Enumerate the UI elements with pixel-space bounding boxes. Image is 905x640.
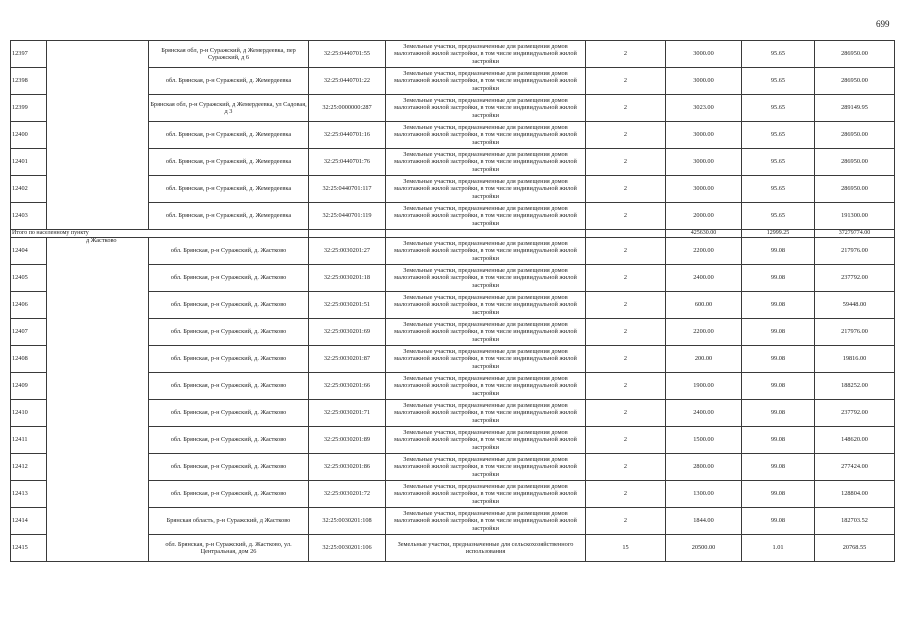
cadastral-number-cell: 32:25:0440701:22 bbox=[309, 68, 386, 95]
category-cell: 2 bbox=[586, 319, 666, 346]
row-number: 12403 bbox=[11, 203, 47, 230]
address-cell: обл. Брянская, р-н Суражский, д. Жемердеевка bbox=[149, 68, 309, 95]
rate-cell: 99.08 bbox=[742, 238, 815, 265]
cadastral-value-cell: 128804.00 bbox=[815, 481, 895, 508]
cadastral-number-cell: 32:25:0030201:89 bbox=[309, 427, 386, 454]
subtotal-empty-cat bbox=[586, 230, 666, 238]
address-cell: обл. Брянская, р-н Суражский, д. Жастково bbox=[149, 481, 309, 508]
cadastral-value-cell: 286950.00 bbox=[815, 122, 895, 149]
row-number: 12397 bbox=[11, 41, 47, 68]
address-cell: обл. Брянская, р-н Суражский, д. Жастково bbox=[149, 238, 309, 265]
rate-cell: 99.08 bbox=[742, 454, 815, 481]
row-number: 12402 bbox=[11, 176, 47, 203]
land-use-cell: Земельные участки, предназначенные для сельскохозяйственного использования bbox=[386, 535, 586, 562]
address-cell: Брянская обл, р-н Суражский, д Жемердеевка, пер Суражский, д 6 bbox=[149, 41, 309, 68]
area-cell: 20500.00 bbox=[666, 535, 742, 562]
row-number: 12415 bbox=[11, 535, 47, 562]
cadastral-number-cell: 32:25:0030201:72 bbox=[309, 481, 386, 508]
land-use-cell: Земельные участки, предназначенные для размещения домов малоэтажной жилой застройки, в том числе индивидуальной жилой застройки bbox=[386, 319, 586, 346]
area-cell: 3023.00 bbox=[666, 95, 742, 122]
row-number: 12400 bbox=[11, 122, 47, 149]
land-use-cell: Земельные участки, предназначенные для размещения домов малоэтажной жилой застройки, в том числе индивидуальной жилой застройки bbox=[386, 68, 586, 95]
category-cell: 2 bbox=[586, 346, 666, 373]
land-use-cell: Земельные участки, предназначенные для размещения домов малоэтажной жилой застройки, в том числе индивидуальной жилой застройки bbox=[386, 41, 586, 68]
cadastral-number-cell: 32:25:0030201:106 bbox=[309, 535, 386, 562]
address-cell: обл. Брянская, р-н Суражский, д. Жемердеевка bbox=[149, 122, 309, 149]
cadastral-value-cell: 237792.00 bbox=[815, 400, 895, 427]
row-number: 12412 bbox=[11, 454, 47, 481]
cadastral-number-cell: 32:25:0440701:55 bbox=[309, 41, 386, 68]
subtotal-section bbox=[11, 230, 895, 238]
land-use-cell: Земельные участки, предназначенные для размещения домов малоэтажной жилой застройки, в том числе индивидуальной жилой застройки bbox=[386, 238, 586, 265]
address-cell: Брянская область, р-н Суражский, д Жастково bbox=[149, 508, 309, 535]
settlement-label: д Жастково bbox=[86, 237, 117, 244]
cadastral-number-cell: 32:25:0030201:69 bbox=[309, 319, 386, 346]
cadastral-value-cell: 286950.00 bbox=[815, 176, 895, 203]
cadastral-value-cell: 217976.00 bbox=[815, 319, 895, 346]
rate-cell: 95.65 bbox=[742, 68, 815, 95]
rate-cell: 99.08 bbox=[742, 508, 815, 535]
category-cell: 2 bbox=[586, 95, 666, 122]
row-number: 12398 bbox=[11, 68, 47, 95]
row-number: 12408 bbox=[11, 346, 47, 373]
category-cell: 2 bbox=[586, 454, 666, 481]
land-use-cell: Земельные участки, предназначенные для размещения домов малоэтажной жилой застройки, в том числе индивидуальной жилой застройки bbox=[386, 427, 586, 454]
cadastral-number-cell: 32:25:0030201:108 bbox=[309, 508, 386, 535]
land-use-cell: Земельные участки, предназначенные для размещения домов малоэтажной жилой застройки, в том числе индивидуальной жилой застройки bbox=[386, 203, 586, 230]
address-cell: обл. Брянская, р-н Суражский, д. Жемердеевка bbox=[149, 203, 309, 230]
rate-cell: 99.08 bbox=[742, 346, 815, 373]
row-number: 12406 bbox=[11, 292, 47, 319]
cadastral-number-cell: 32:25:0030201:66 bbox=[309, 373, 386, 400]
subtotal-label: Итого по населенному пункту bbox=[11, 230, 309, 238]
category-cell: 2 bbox=[586, 373, 666, 400]
cadastral-number-cell: 32:25:0030201:51 bbox=[309, 292, 386, 319]
land-use-cell: Земельные участки, предназначенные для размещения домов малоэтажной жилой застройки, в том числе индивидуальной жилой застройки bbox=[386, 454, 586, 481]
address-cell: обл. Брянская, р-н Суражский, д. Жастково, ул. Центральная, дом 26 bbox=[149, 535, 309, 562]
area-cell: 2400.00 bbox=[666, 265, 742, 292]
land-use-cell: Земельные участки, предназначенные для размещения домов малоэтажной жилой застройки, в том числе индивидуальной жилой застройки bbox=[386, 149, 586, 176]
table-row bbox=[11, 238, 895, 265]
rate-cell: 95.65 bbox=[742, 149, 815, 176]
cadastral-value-cell: 286950.00 bbox=[815, 41, 895, 68]
area-cell: 1844.00 bbox=[666, 508, 742, 535]
area-cell: 3000.00 bbox=[666, 149, 742, 176]
cadastral-value-cell: 59448.00 bbox=[815, 292, 895, 319]
subtotal-empty-cad bbox=[309, 230, 386, 238]
cadastral-value-cell: 182703.52 bbox=[815, 508, 895, 535]
area-cell: 1500.00 bbox=[666, 427, 742, 454]
land-use-cell: Земельные участки, предназначенные для размещения домов малоэтажной жилой застройки, в том числе индивидуальной жилой застройки bbox=[386, 176, 586, 203]
category-cell: 2 bbox=[586, 176, 666, 203]
cadastral-value-cell: 277424.00 bbox=[815, 454, 895, 481]
subtotal-rate: 12999.25 bbox=[742, 230, 815, 238]
land-registry-table bbox=[10, 40, 895, 562]
land-use-cell: Земельные участки, предназначенные для размещения домов малоэтажной жилой застройки, в том числе индивидуальной жилой застройки bbox=[386, 373, 586, 400]
row-number: 12407 bbox=[11, 319, 47, 346]
subtotal-empty-use bbox=[386, 230, 586, 238]
category-cell: 2 bbox=[586, 265, 666, 292]
rate-cell: 1.01 bbox=[742, 535, 815, 562]
address-cell: обл. Брянская, р-н Суражский, д. Жастково bbox=[149, 454, 309, 481]
row-number: 12399 bbox=[11, 95, 47, 122]
category-cell: 2 bbox=[586, 149, 666, 176]
area-cell: 3000.00 bbox=[666, 122, 742, 149]
row-number: 12409 bbox=[11, 373, 47, 400]
rate-cell: 99.08 bbox=[742, 400, 815, 427]
area-cell: 2000.00 bbox=[666, 203, 742, 230]
area-cell: 2800.00 bbox=[666, 454, 742, 481]
rate-cell: 95.65 bbox=[742, 122, 815, 149]
cadastral-number-cell: 32:25:0440701:117 bbox=[309, 176, 386, 203]
category-cell: 2 bbox=[586, 508, 666, 535]
area-cell: 3000.00 bbox=[666, 68, 742, 95]
rate-cell: 99.08 bbox=[742, 265, 815, 292]
table-body-after bbox=[11, 238, 895, 562]
address-cell: обл. Брянская, р-н Суражский, д. Жастково bbox=[149, 400, 309, 427]
area-cell: 1900.00 bbox=[666, 373, 742, 400]
row-number: 12404 bbox=[11, 238, 47, 265]
cadastral-number-cell: 32:25:0000000:287 bbox=[309, 95, 386, 122]
category-cell: 15 bbox=[586, 535, 666, 562]
category-cell: 2 bbox=[586, 203, 666, 230]
category-cell: 2 bbox=[586, 481, 666, 508]
cadastral-value-cell: 188252.00 bbox=[815, 373, 895, 400]
address-cell: обл. Брянская, р-н Суражский, д. Жемердеевка bbox=[149, 149, 309, 176]
row-number: 12414 bbox=[11, 508, 47, 535]
land-use-cell: Земельные участки, предназначенные для размещения домов малоэтажной жилой застройки, в том числе индивидуальной жилой застройки bbox=[386, 481, 586, 508]
land-use-cell: Земельные участки, предназначенные для размещения домов малоэтажной жилой застройки, в том числе индивидуальной жилой застройки bbox=[386, 122, 586, 149]
land-use-cell: Земельные участки, предназначенные для размещения домов малоэтажной жилой застройки, в том числе индивидуальной жилой застройки bbox=[386, 95, 586, 122]
cadastral-number-cell: 32:25:0030201:71 bbox=[309, 400, 386, 427]
address-cell: обл. Брянская, р-н Суражский, д. Жастково bbox=[149, 265, 309, 292]
address-cell: обл. Брянская, р-н Суражский, д. Жастково bbox=[149, 346, 309, 373]
cadastral-number-cell: 32:25:0440701:16 bbox=[309, 122, 386, 149]
land-use-cell: Земельные участки, предназначенные для размещения домов малоэтажной жилой застройки, в том числе индивидуальной жилой застройки bbox=[386, 508, 586, 535]
rate-cell: 95.65 bbox=[742, 41, 815, 68]
row-number: 12413 bbox=[11, 481, 47, 508]
row-number: 12405 bbox=[11, 265, 47, 292]
address-cell: обл. Брянская, р-н Суражский, д. Жастково bbox=[149, 373, 309, 400]
land-use-cell: Земельные участки, предназначенные для размещения домов малоэтажной жилой застройки, в том числе индивидуальной жилой застройки bbox=[386, 346, 586, 373]
rate-cell: 95.65 bbox=[742, 203, 815, 230]
category-cell: 2 bbox=[586, 292, 666, 319]
cadastral-value-cell: 286950.00 bbox=[815, 68, 895, 95]
row-number: 12410 bbox=[11, 400, 47, 427]
category-cell: 2 bbox=[586, 238, 666, 265]
address-cell: обл. Брянская, р-н Суражский, д. Жастково bbox=[149, 427, 309, 454]
cadastral-value-cell: 19816.00 bbox=[815, 346, 895, 373]
row-number: 12411 bbox=[11, 427, 47, 454]
cadastral-value-cell: 20768.55 bbox=[815, 535, 895, 562]
category-cell: 2 bbox=[586, 427, 666, 454]
area-cell: 200.00 bbox=[666, 346, 742, 373]
address-cell: обл. Брянская, р-н Суражский, д. Жемердеевка bbox=[149, 176, 309, 203]
category-cell: 2 bbox=[586, 122, 666, 149]
address-cell: обл. Брянская, р-н Суражский, д. Жастково bbox=[149, 292, 309, 319]
cadastral-number-cell: 32:25:0440701:119 bbox=[309, 203, 386, 230]
table-body-before bbox=[11, 41, 895, 230]
area-cell: 3000.00 bbox=[666, 176, 742, 203]
land-use-cell: Земельные участки, предназначенные для размещения домов малоэтажной жилой застройки, в том числе индивидуальной жилой застройки bbox=[386, 400, 586, 427]
settlement-cell-prev bbox=[47, 41, 149, 230]
rate-cell: 95.65 bbox=[742, 176, 815, 203]
cadastral-value-cell: 289149.95 bbox=[815, 95, 895, 122]
cadastral-number-cell: 32:25:0030201:87 bbox=[309, 346, 386, 373]
rate-cell: 99.08 bbox=[742, 292, 815, 319]
address-cell: Брянская обл, р-н Суражский, д Жемердеевка, ул Садовая, д 3 bbox=[149, 95, 309, 122]
area-cell: 2200.00 bbox=[666, 319, 742, 346]
table-row bbox=[11, 41, 895, 68]
cadastral-value-cell: 286950.00 bbox=[815, 149, 895, 176]
settlement-cell bbox=[47, 238, 149, 562]
area-cell: 2200.00 bbox=[666, 238, 742, 265]
cadastral-number-cell: 32:25:0030201:86 bbox=[309, 454, 386, 481]
area-cell: 3000.00 bbox=[666, 41, 742, 68]
rate-cell: 99.08 bbox=[742, 373, 815, 400]
cadastral-number-cell: 32:25:0030201:18 bbox=[309, 265, 386, 292]
category-cell: 2 bbox=[586, 400, 666, 427]
land-use-cell: Земельные участки, предназначенные для размещения домов малоэтажной жилой застройки, в том числе индивидуальной жилой застройки bbox=[386, 292, 586, 319]
category-cell: 2 bbox=[586, 68, 666, 95]
row-number: 12401 bbox=[11, 149, 47, 176]
rate-cell: 95.65 bbox=[742, 95, 815, 122]
cadastral-number-cell: 32:25:0440701:76 bbox=[309, 149, 386, 176]
cadastral-number-cell: 32:25:0030201:27 bbox=[309, 238, 386, 265]
land-use-cell: Земельные участки, предназначенные для размещения домов малоэтажной жилой застройки, в том числе индивидуальной жилой застройки bbox=[386, 265, 586, 292]
address-cell: обл. Брянская, р-н Суражский, д. Жастково bbox=[149, 319, 309, 346]
page-number: 699 bbox=[876, 19, 890, 29]
cadastral-value-cell: 148620.00 bbox=[815, 427, 895, 454]
subtotal-value: 37279774.00 bbox=[815, 230, 895, 238]
area-cell: 1300.00 bbox=[666, 481, 742, 508]
area-cell: 2400.00 bbox=[666, 400, 742, 427]
rate-cell: 99.08 bbox=[742, 427, 815, 454]
cadastral-value-cell: 217976.00 bbox=[815, 238, 895, 265]
cadastral-value-cell: 237792.00 bbox=[815, 265, 895, 292]
subtotal-row bbox=[11, 230, 895, 238]
category-cell: 2 bbox=[586, 41, 666, 68]
cadastral-value-cell: 191300.00 bbox=[815, 203, 895, 230]
subtotal-area: 425630.00 bbox=[666, 230, 742, 238]
rate-cell: 99.08 bbox=[742, 319, 815, 346]
rate-cell: 99.08 bbox=[742, 481, 815, 508]
area-cell: 600.00 bbox=[666, 292, 742, 319]
